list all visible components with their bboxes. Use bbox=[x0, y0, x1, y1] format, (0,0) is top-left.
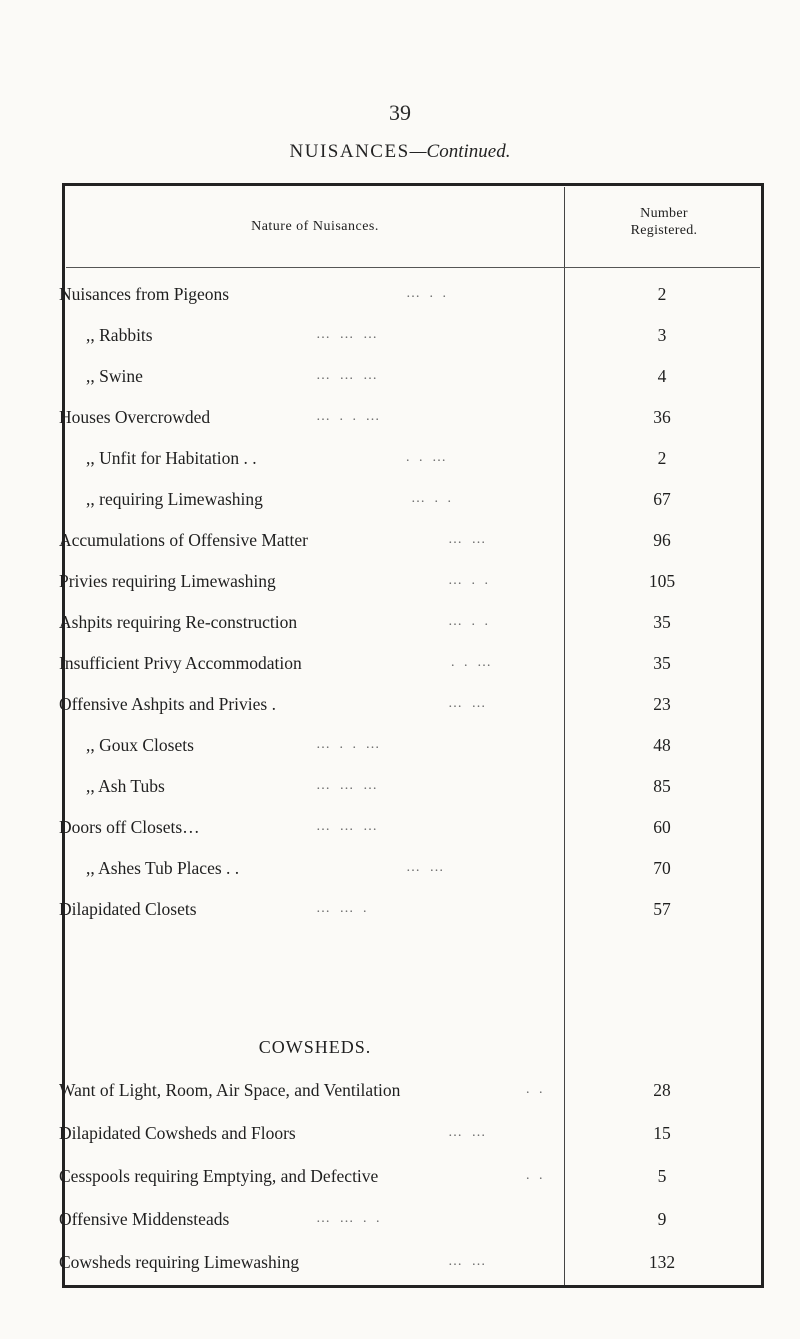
row-label: ,, Goux Closets bbox=[86, 735, 194, 755]
table-row bbox=[59, 648, 760, 678]
page-title-continued: —Continued. bbox=[409, 141, 511, 162]
row-value: 9 bbox=[657, 1209, 667, 1229]
row-leader-dots: … … … bbox=[316, 327, 380, 342]
table-row bbox=[59, 525, 760, 555]
row-label: Privies requiring Limewashing bbox=[59, 571, 276, 591]
header-number-registered bbox=[566, 205, 762, 239]
header-rule bbox=[66, 267, 760, 268]
row-leader-dots: … . . … bbox=[316, 737, 383, 752]
row-label: ,, requiring Limewashing bbox=[86, 489, 263, 509]
table-row bbox=[59, 1204, 760, 1234]
row-leader-dots: . . bbox=[526, 1082, 546, 1097]
row-value: 35 bbox=[653, 653, 671, 673]
section-heading-cowsheds: COWSHEDS. bbox=[258, 1037, 372, 1057]
row-leader-dots: … … … bbox=[316, 368, 380, 383]
row-leader-dots: … … . bbox=[316, 901, 370, 916]
row-leader-dots: … … bbox=[448, 532, 489, 547]
table-row bbox=[59, 812, 760, 842]
row-value: 105 bbox=[648, 571, 676, 591]
row-label: Insufficient Privy Accommodation bbox=[59, 653, 302, 673]
page-number: 39 bbox=[389, 100, 411, 125]
row-value: 60 bbox=[653, 817, 671, 837]
row-label: Want of Light, Room, Air Space, and Ventilation bbox=[59, 1080, 401, 1100]
row-value: 5 bbox=[657, 1166, 667, 1186]
row-leader-dots: … … bbox=[448, 1254, 489, 1269]
table-row bbox=[59, 689, 760, 719]
row-label: ,, Unfit for Habitation . . bbox=[86, 448, 257, 468]
page-title bbox=[0, 141, 800, 163]
row-label: Nuisances from Pigeons bbox=[59, 284, 230, 304]
header-number-line1: Number bbox=[640, 206, 688, 221]
row-leader-dots: … … bbox=[448, 696, 489, 711]
table-row bbox=[59, 894, 760, 924]
row-value: 28 bbox=[653, 1080, 671, 1100]
header-number-line2: Registered. bbox=[630, 223, 698, 238]
row-label: ,, Ash Tubs bbox=[86, 776, 165, 796]
row-label: Dilapidated Cowsheds and Floors bbox=[59, 1123, 296, 1143]
row-value: 2 bbox=[657, 284, 667, 304]
row-label: Houses Overcrowded bbox=[59, 407, 211, 427]
row-label: Accumulations of Offensive Matter bbox=[59, 530, 308, 550]
row-leader-dots: … . . bbox=[406, 286, 449, 301]
row-leader-dots: … … … bbox=[316, 819, 380, 834]
table-row bbox=[59, 402, 760, 432]
row-value: 67 bbox=[653, 489, 671, 509]
row-leader-dots: … . . bbox=[448, 573, 491, 588]
table-row bbox=[59, 1118, 760, 1148]
table-row bbox=[59, 607, 760, 637]
table-row bbox=[59, 566, 760, 596]
table-row bbox=[66, 443, 760, 473]
row-label: ,, Ashes Tub Places . . bbox=[86, 858, 240, 878]
row-value: 23 bbox=[653, 694, 671, 714]
row-value: 57 bbox=[653, 899, 671, 919]
row-value: 96 bbox=[653, 530, 671, 550]
row-leader-dots: … … bbox=[406, 860, 447, 875]
row-value: 4 bbox=[657, 366, 667, 386]
row-leader-dots: . . bbox=[526, 1168, 546, 1183]
row-value: 15 bbox=[653, 1123, 671, 1143]
table-row bbox=[66, 320, 760, 350]
row-leader-dots: . . … bbox=[406, 450, 449, 465]
row-value: 132 bbox=[648, 1252, 676, 1272]
row-leader-dots: … … … bbox=[316, 778, 380, 793]
row-label: Cowsheds requiring Limewashing bbox=[59, 1252, 300, 1272]
row-value: 70 bbox=[653, 858, 671, 878]
row-label: Cesspools requiring Emptying, and Defective bbox=[59, 1166, 379, 1186]
row-label: ,, Rabbits bbox=[86, 325, 153, 345]
row-label: Offensive Middensteads bbox=[59, 1209, 230, 1229]
row-leader-dots: … . . bbox=[448, 614, 491, 629]
row-leader-dots: … . . bbox=[411, 491, 454, 506]
table-row bbox=[59, 1161, 760, 1191]
table-row bbox=[59, 1247, 760, 1277]
row-label: ,, Swine bbox=[86, 366, 143, 386]
row-label: Ashpits requiring Re-construction bbox=[59, 612, 298, 632]
table-row bbox=[66, 853, 760, 883]
row-value: 36 bbox=[653, 407, 671, 427]
row-value: 85 bbox=[653, 776, 671, 796]
header-nature-of-nuisances: Nature of Nuisances. bbox=[251, 219, 379, 234]
table-row bbox=[59, 1075, 760, 1105]
table-row bbox=[66, 484, 760, 514]
row-leader-dots: … … bbox=[448, 1125, 489, 1140]
table-row bbox=[59, 279, 760, 309]
page-title-main: NUISANCES bbox=[289, 141, 410, 162]
row-leader-dots: . . … bbox=[451, 655, 494, 670]
row-label: Offensive Ashpits and Privies . bbox=[59, 694, 276, 714]
row-label: Doors off Closets… bbox=[59, 817, 200, 837]
row-leader-dots: … . . … bbox=[316, 409, 383, 424]
table-row bbox=[66, 771, 760, 801]
row-leader-dots: … … . . bbox=[316, 1211, 383, 1226]
row-value: 3 bbox=[657, 325, 667, 345]
row-value: 48 bbox=[653, 735, 671, 755]
row-label: Dilapidated Closets bbox=[59, 899, 197, 919]
row-value: 35 bbox=[653, 612, 671, 632]
table-row bbox=[66, 361, 760, 391]
row-value: 2 bbox=[657, 448, 667, 468]
table-row bbox=[66, 730, 760, 760]
